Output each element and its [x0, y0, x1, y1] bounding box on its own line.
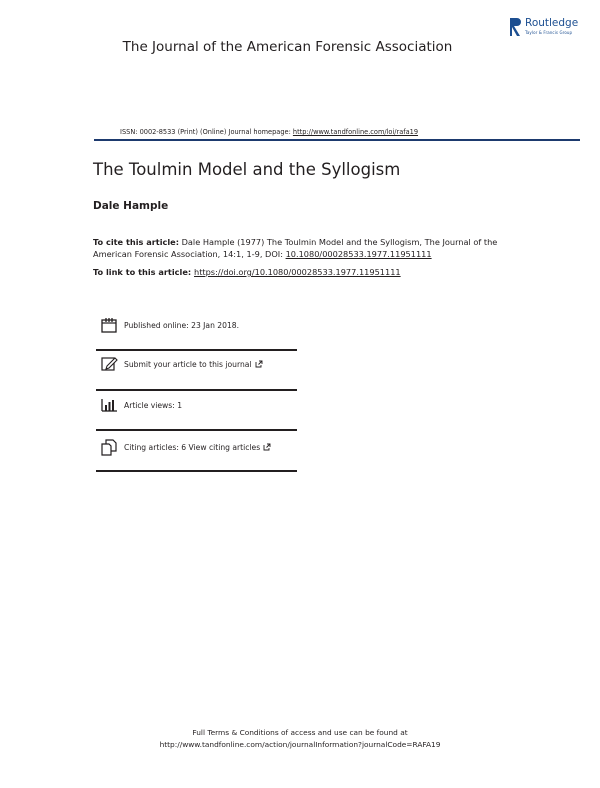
citing-row[interactable] [96, 438, 297, 460]
publisher-tagline: Taylor & Francis Group [525, 30, 573, 35]
edit-pen-icon [100, 355, 118, 373]
citing-articles-text[interactable]: Citing articles: 6 View citing articles [124, 443, 261, 452]
routledge-logo-icon [509, 16, 523, 38]
calendar-icon [100, 316, 118, 334]
cite-doi-link[interactable]: 10.1080/00028533.1977.11951111 [285, 248, 432, 259]
link-label: To link to this article: [93, 267, 194, 277]
published-row [96, 316, 297, 338]
journal-title: The Journal of the American Forensic Association [122, 39, 453, 55]
citing-articles-link[interactable] [124, 443, 271, 452]
article-doi-link[interactable]: https://doi.org/10.1080/00028533.1977.11951111 [194, 267, 401, 277]
bar-chart-icon [100, 396, 118, 414]
info-divider [96, 349, 297, 351]
issn-line [120, 128, 418, 136]
submit-row[interactable] [96, 355, 297, 377]
info-divider [96, 429, 297, 431]
article-views-text: Article views: 1 [124, 401, 183, 410]
external-link-icon [255, 360, 263, 368]
article-title: The Toulmin Model and the Syllogism [93, 160, 401, 179]
footer [0, 727, 600, 750]
publisher-name: Routledge [525, 17, 579, 29]
published-online-text: Published online: 23 Jan 2018. [124, 321, 240, 330]
info-divider [96, 389, 297, 391]
info-divider [96, 470, 297, 472]
citation-block [93, 237, 523, 260]
submit-article-text[interactable]: Submit your article to this journal [124, 360, 252, 369]
header-divider [94, 139, 580, 141]
article-author: Dale Hample [93, 200, 169, 212]
journal-homepage-link[interactable]: http://www.tandfonline.com/loi/rafa19 [292, 128, 419, 136]
citing-pages-icon [100, 438, 118, 456]
cite-label: To cite this article: [93, 237, 179, 247]
views-row [96, 396, 297, 418]
link-line [93, 267, 401, 277]
submit-article-link[interactable] [124, 360, 263, 369]
cite-text: Dale Hample (1977) The Toulmin Model and the Syllogism, The Journal of the American Forensic Association, 14:1, 1-9, DOI: [93, 237, 498, 259]
footer-terms-url[interactable]: http://www.tandfonline.com/action/journalInformation?journalCode=RAFA19 [159, 739, 441, 749]
footer-terms-text: Full Terms & Conditions of access and use can be found at [192, 728, 408, 737]
issn-text: ISSN: 0002-8533 (Print) (Online) Journal homepage: [120, 128, 293, 136]
external-link-icon [263, 443, 271, 451]
publisher-logo [509, 16, 589, 40]
